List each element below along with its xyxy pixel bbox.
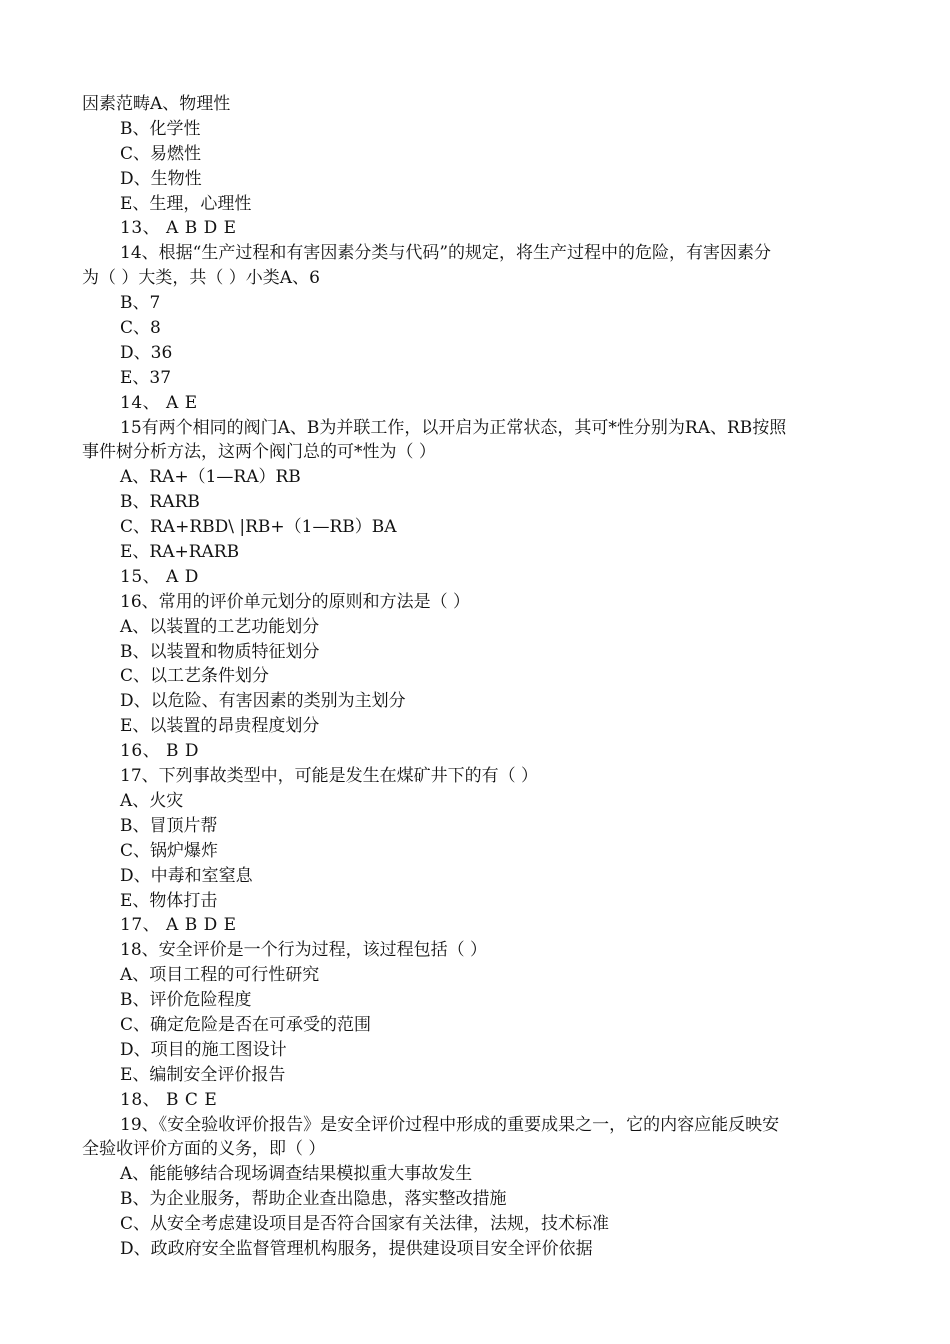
text-line: 全验收评价方面的义务，即（ ）	[82, 1139, 326, 1160]
text-line: 因素范畴A、物理性	[82, 94, 231, 114]
text-line: B、以装置和物质特征划分	[120, 641, 320, 662]
text-line: C、确定危险是否在可承受的范围	[120, 1014, 372, 1035]
answer-line: 13、 A B D E	[120, 218, 237, 239]
text-line: E、RA+RARB	[120, 542, 240, 563]
text-line: A、以装置的工艺功能划分	[120, 616, 320, 637]
text-line: 事件树分析方法，这两个阀门总的可*性为（ ）	[82, 442, 436, 463]
text-line: D、生物性	[120, 168, 202, 189]
answer-line: 15、 A D	[120, 566, 199, 587]
text-line: A、能能够结合现场调查结果模拟重大事故发生	[120, 1164, 473, 1185]
text-line: C、从安全考虑建设项目是否符合国家有关法律，法规，技术标准	[120, 1214, 610, 1235]
text-line: B、评价危险程度	[120, 990, 252, 1011]
answer-line: 17、 A B D E	[120, 915, 237, 936]
text-line: C、易燃性	[120, 143, 202, 164]
document-page	[0, 92, 950, 1262]
text-line: D、项目的施工图设计	[120, 1039, 287, 1060]
text-line: C、以工艺条件划分	[120, 666, 270, 687]
text-line: 16、常用的评价单元划分的原则和方法是（ ）	[120, 591, 471, 612]
text-line: 17、下列事故类型中，可能是发生在煤矿井下的有（ ）	[120, 766, 539, 787]
text-line: 14、根据“生产过程和有害因素分类与代码”的规定，将生产过程中的危险，有害因素分	[120, 243, 772, 264]
text-line: D、政政府安全监督管理机构服务，提供建设项目安全评价依据	[120, 1238, 593, 1259]
text-line: E、以装置的昂贵程度划分	[120, 716, 320, 737]
text-line: B、7	[120, 293, 161, 314]
text-line: E、生理，心理性	[120, 193, 252, 214]
answer-line: 16、 B D	[120, 741, 200, 762]
answer-line: 14、 A E	[120, 392, 198, 413]
text-line: A、RA+（1—RA）RB	[120, 467, 301, 488]
answer-line: 18、 B C E	[120, 1089, 218, 1110]
text-line: E、物体打击	[120, 890, 218, 911]
text-line: B、化学性	[120, 118, 201, 139]
text-line: B、冒顶片帮	[120, 815, 218, 836]
text-line: D、以危险、有害因素的类别为主划分	[120, 691, 406, 712]
text-line: E、编制安全评价报告	[120, 1064, 286, 1085]
text-line: C、锅炉爆炸	[120, 840, 219, 861]
text-line: 为（ ）大类，共（ ）小类A、6	[82, 268, 320, 289]
text-line: C、RA+RBD\ |RB+（1—RB）BA	[120, 517, 397, 538]
text-line: 19、《安全验收评价报告》是安全评价过程中形成的重要成果之一，它的内容应能反映安	[120, 1114, 780, 1135]
text-line: A、项目工程的可行性研究	[120, 965, 320, 986]
text-line: 15有两个相同的阀门A、B为并联工作，以开启为正常状态，其可*性分别为RA、RB按照	[120, 417, 787, 438]
text-line: D、中毒和室窒息	[120, 865, 253, 886]
text-line: A、火灾	[120, 790, 184, 811]
text-line: C、8	[120, 318, 161, 339]
text-line: D、36	[120, 342, 173, 363]
text-line: B、为企业服务，帮助企业查出隐患，落实整改措施	[120, 1189, 507, 1210]
text-line: B、RARB	[120, 492, 200, 513]
text-line: E、37	[120, 367, 172, 388]
text-line: 18、安全评价是一个行为过程，该过程包括（ ）	[120, 940, 488, 961]
